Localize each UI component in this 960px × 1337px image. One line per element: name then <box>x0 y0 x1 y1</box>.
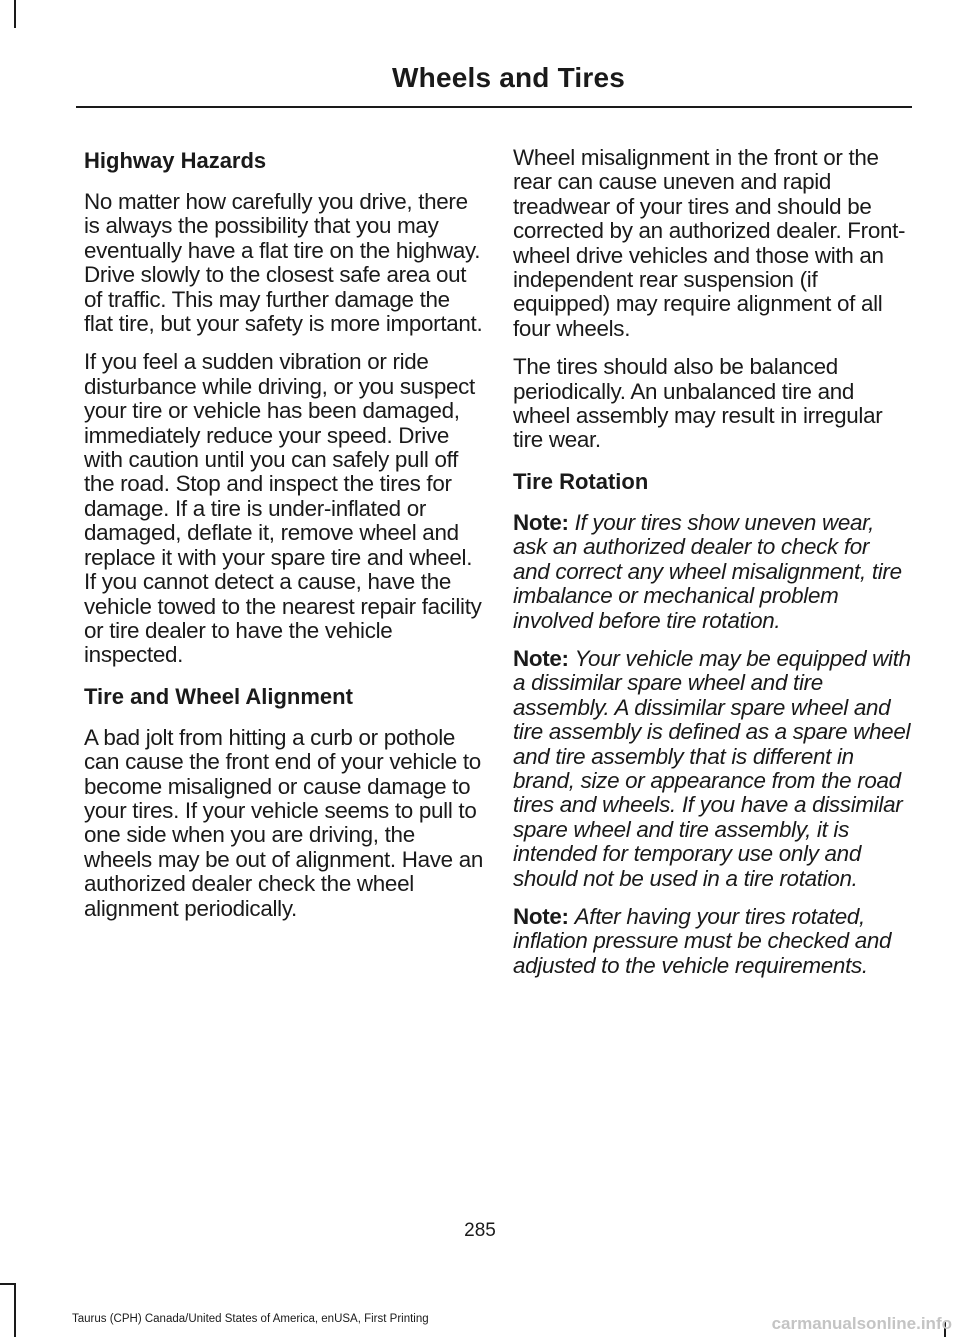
paragraph-flat-tire: No matter how carefully you drive, there is always the possibility that you may eventually have a flat tire on the highway. Drive slowly to the closest safe area out of traffic. This may further damage the flat tire, but your safety is more important. <box>84 189 483 337</box>
note-uneven-wear <box>513 511 911 633</box>
header-divider <box>76 106 912 108</box>
paragraph-balancing: The tires should also be balanced periodically. An unbalanced tire and wheel assembly may result in irregular tire wear. <box>513 354 883 453</box>
note-label: Note: <box>513 645 569 671</box>
note-text: Your vehicle may be equipped with a dissimilar spare wheel and tire assembly. A dissimilar spare wheel and tire assembly is defined as a spare wheel and tire assembly that is different in brand, size or appearance from the road tires and wheels. If you have a dissimilar spare wheel and tire assembly, it is intended for temporary use only and should not be used in a tire rotation. <box>513 645 911 891</box>
page-number: 285 <box>464 1220 496 1241</box>
crop-mark-bottom-left <box>14 1283 16 1337</box>
right-column <box>513 146 911 992</box>
heading-tire-wheel-alignment: Tire and Wheel Alignment <box>84 683 353 709</box>
note-dissimilar-spare <box>513 647 911 891</box>
note-label: Note: <box>513 903 569 929</box>
crop-mark-top-left <box>14 0 16 28</box>
left-column <box>84 146 484 935</box>
paragraph-bad-jolt: A bad jolt from hitting a curb or pothole can cause the front end of your vehicle to become misaligned or cause damage to your tires. If your vehicle seems to pull to one side when you are driving, the wheels may be out of alignment. Have an authorized dealer check the wheel alignment periodically. <box>84 724 484 921</box>
note-inflation-pressure <box>513 905 911 978</box>
paragraph-vibration: If you feel a sudden vibration or ride disturbance while driving, or you suspect your tire or vehicle has been damaged, immediately reduce your speed. Drive with caution until you can safely pull off the road. Stop and inspect the tires for damage. If a tire is under-inflated or damaged, deflate it, remove wheel and replace it with your spare tire and wheel. If you cannot detect a cause, have the vehicle towed to the nearest repair facility or tire dealer to have the vehicle inspected. <box>84 349 482 668</box>
watermark: carmanualsonline.info <box>771 1314 952 1333</box>
note-text: After having your tires rotated, inflation pressure must be checked and adjusted to the vehicle requirements. <box>513 903 892 978</box>
note-label: Note: <box>513 509 569 535</box>
heading-highway-hazards: Highway Hazards <box>84 148 267 173</box>
note-text: If your tires show uneven wear, ask an authorized dealer to check for and correct any wheel misalignment, tire imbalance or mechanical problem involved before tire rotation. <box>513 509 902 633</box>
page-title: Wheels and Tires <box>392 62 625 93</box>
heading-tire-rotation: Tire Rotation <box>513 468 649 494</box>
crop-mark-bottom-left-h <box>0 1283 16 1285</box>
paragraph-misalignment: Wheel misalignment in the front or the rear can cause uneven and rapid treadwear of your tires and should be corrected by an authorized dealer. Front-wheel drive vehicles and those with an independent rear suspension (if equipped) may require alignment of all four wheels. <box>513 145 906 341</box>
footer-doc-info: Taurus (CPH) Canada/United States of America, enUSA, First Printing <box>72 1313 429 1325</box>
